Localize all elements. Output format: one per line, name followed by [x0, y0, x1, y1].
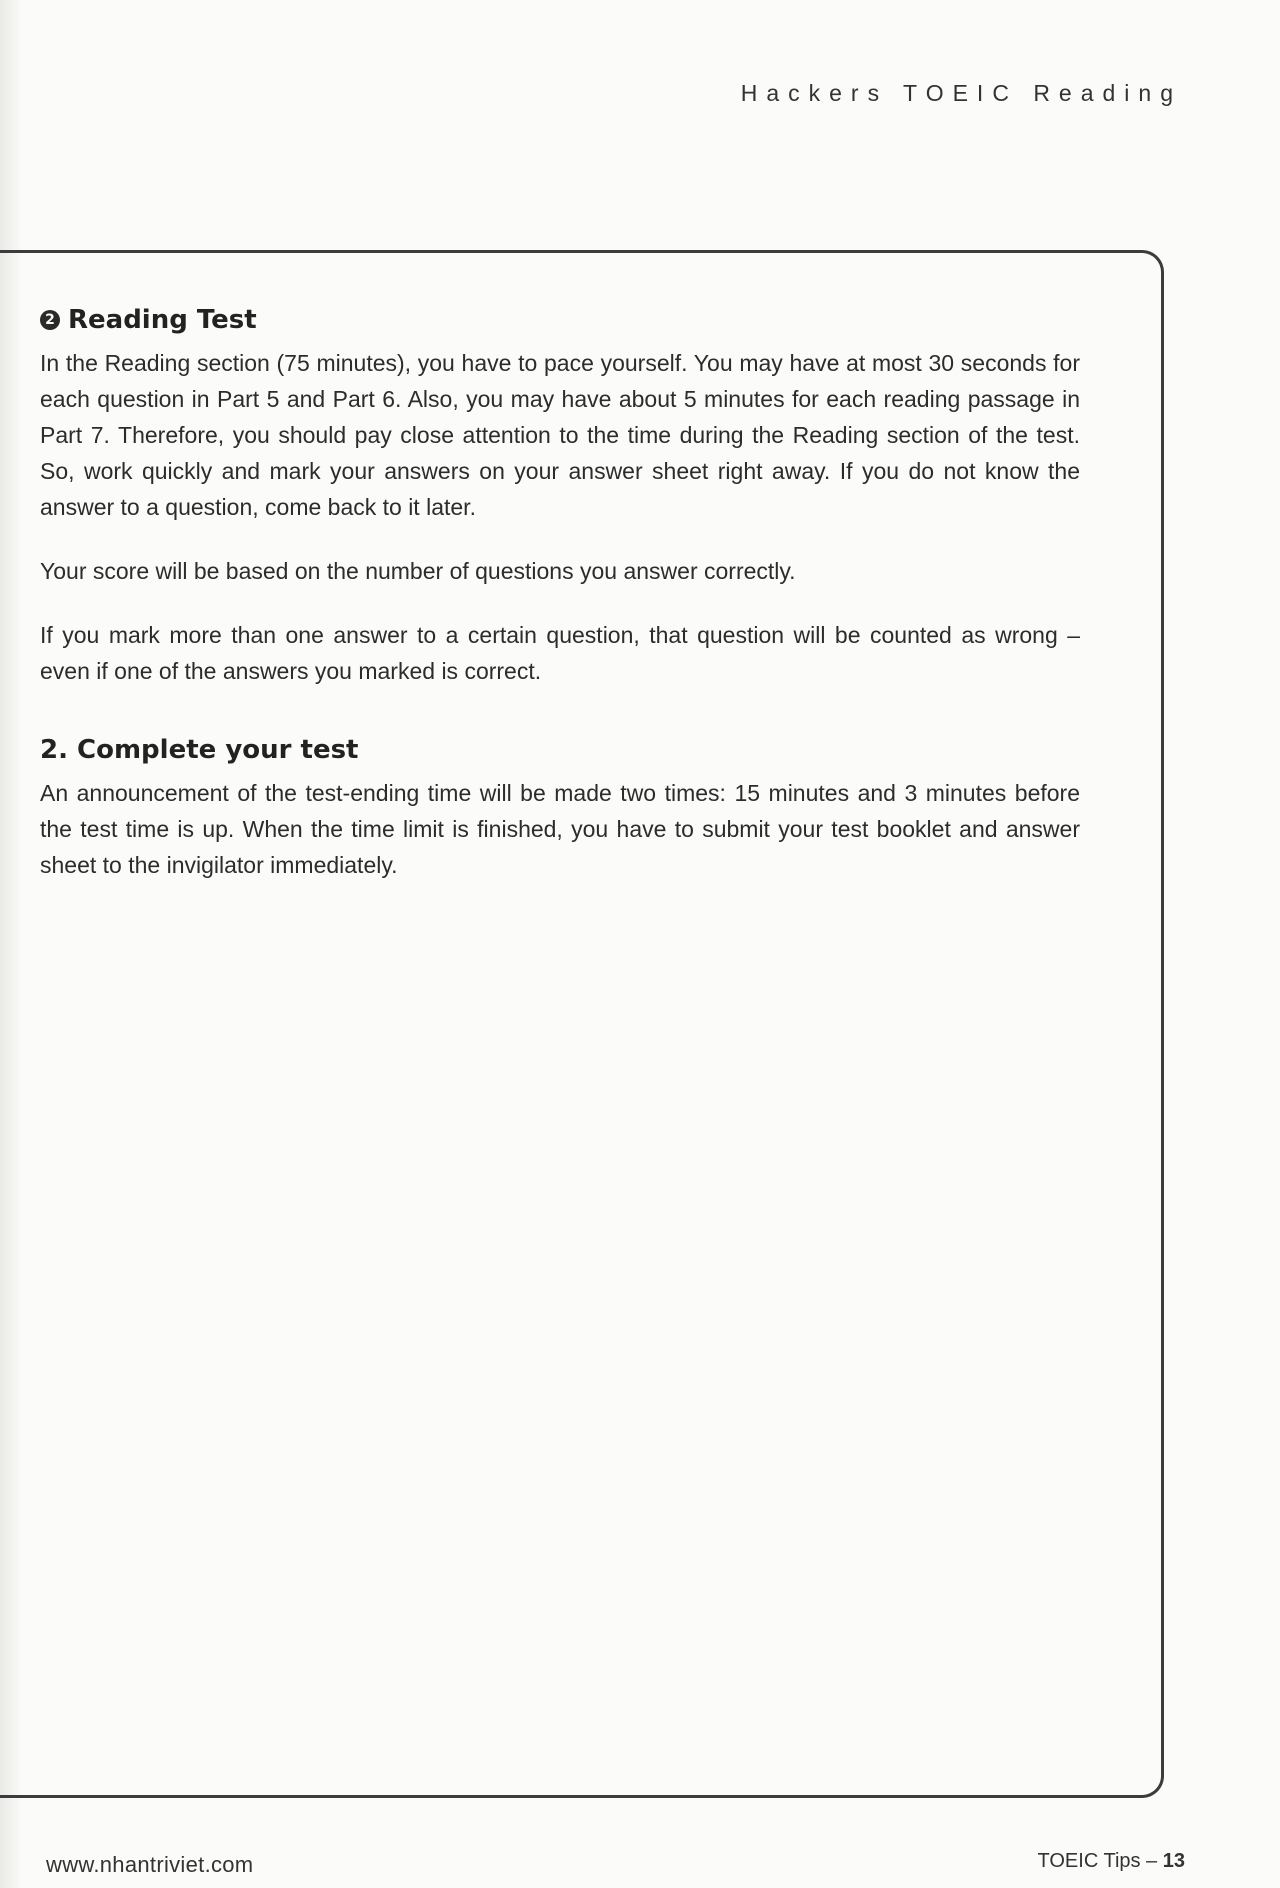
reading-test-paragraph-3: If you mark more than one answer to a certain question, that question will be counted as wrong – even if one of the answers you marked is correct.	[40, 622, 1080, 684]
circled-number-icon: 2	[40, 310, 60, 330]
running-header: Hackers TOEIC Reading	[740, 80, 1182, 106]
reading-test-paragraph-1: In the Reading section (75 minutes), you have to pace yourself. You may have at most 30 seconds for each question in Part 5 and Part 6. Also, you may have about 5 minutes for each reading passage in Part 7. Therefore, you should pay close attention to the time during the Reading section of the test. So, work quickly and mark your answers on your answer sheet right away. If you do not know the answer to a question, come back to it later.	[40, 350, 1080, 520]
footer-page-label	[1038, 1850, 1185, 1873]
section-heading	[40, 305, 1080, 335]
section-heading-text: Reading Test	[68, 305, 257, 335]
complete-test-paragraph: An announcement of the test-ending time will be made two times: 15 minutes and 3 minutes before the test time is up. When the time limit is finished, you have to submit your test booklet and answer sheet to the invigilator immediately.	[40, 780, 1080, 878]
content-body	[40, 305, 1080, 883]
page-number: 13	[1162, 1850, 1185, 1872]
reading-test-paragraph-2: Your score will be based on the number of questions you answer correctly.	[40, 558, 796, 584]
footer-website: www.nhantriviet.com	[46, 1852, 254, 1877]
footer-section-label: TOEIC Tips –	[1037, 1850, 1158, 1872]
subsection-heading: 2. Complete your test	[40, 735, 359, 765]
